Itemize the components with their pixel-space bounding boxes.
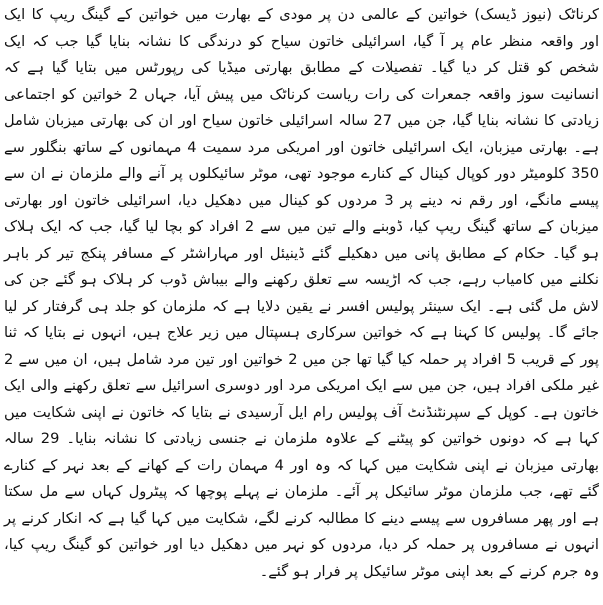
article-body-text: کرناٹک (نیوز ڈیسک) خواتین کے عالمی دن پر مودی کے بھارت میں خواتین کے گینگ ریپ کا ایک اور واقعہ منظر عام پر آ گیا، اسرائیلی خاتون سیاح کو درندگی کا نشانہ بنایا گیا جب کہ ایک شخص کو قتل کر دیا گیا۔ تفصیلات کے مطابق بھارتی میڈیا کی رپورٹس میں بتایا گیا ہے کہ انسانیت سوز واقعہ جمعرات کی رات ریاست کرناٹک میں پیش آیا، جہاں 2 خواتین کو اجتماعی زیادتی کا نشانہ بنایا گیا، جن میں 27 سالہ اسرائیلی خاتون سیاح اور ان کی بھارتی میزبان شامل ہے۔ بھارتی میزبان، ایک اسرائیلی خاتون اور امریکی مرد سمیت 4 مہمانوں کے ساتھ بنگلور سے 350 کلومیٹر دور کوپال کینال کے کنارے موجود تھی، موٹر سائیکلوں پر آنے والے ملزمان نے ان سے پیسے مانگے، اور رقم نہ دینے پر 3 مردوں کو کینال میں دھکیل دیا، اسرائیلی خاتون اور بھارتی میزبان کے ساتھ گینگ ریپ کیا، ڈوبنے والے تین میں سے 2 افراد کو بچا لیا گیا، جب کہ ایک ہلاک ہو گیا۔ حکام کے مطابق پانی میں دھکیلے گئے ڈینیئل اور مہاراشٹر کے مسافر پنکج تیر کر باہر نکلنے میں کامیاب رہے، جب کہ اڑیسہ سے تعلق رکھنے والے بیباش ڈوب کر ہلاک ہو گئے جن کی لاش مل گئی ہے۔ ایک سینئر پولیس افسر نے یقین دلایا ہے کہ ملزمان کو جلد ہی گرفتار کر لیا جائے گا۔ پولیس کا کہنا ہے کہ خواتین سرکاری ہسپتال میں زیر علاج ہیں، انہوں نے بتایا کہ ثنا پور کے قریب 5 افراد پر حملہ کیا گیا تھا جن میں 2 خواتین اور تین مرد شامل ہیں، ان میں سے 2 غیر ملکی افراد ہیں، جن میں سے ایک امریکی مرد اور دوسری اسرائیل سے تعلق رکھنے والی ایک خاتون ہے۔ کوپل کے سپرنٹنڈنٹ آف پولیس رام ایل آرسیدی نے بتایا کہ خاتون نے اپنی شکایت میں کہا ہے کہ دونوں خواتین کو پیٹنے کے علاوہ ملزمان نے جنسی زیادتی کا نشانہ بنایا۔ 29 سالہ بھارتی میزبان نے اپنی شکایت میں کہا کہ وہ اور 4 مہمان رات کے کھانے کے بعد نہر کے کنارے گئے تھے، جب ملزمان موٹر سائیکل پر آئے۔ ملزمان نے پہلے پوچھا کہ پیٹرول کہاں سے مل سکتا ہے اور پھر مسافروں سے پیسے دینے کا مطالبہ کرنے لگے، شکایت میں کہا گیا ہے کہ انکار کرنے پر انہوں نے مسافروں پر حملہ کر دیا، مردوں کو نہر میں دھکیل دیا اور خواتین کو گینگ ریپ کیا، وہ جرم کرنے کے بعد اپنی موٹر سائیکل پر فرار ہو گئے۔: [4, 6, 600, 580]
